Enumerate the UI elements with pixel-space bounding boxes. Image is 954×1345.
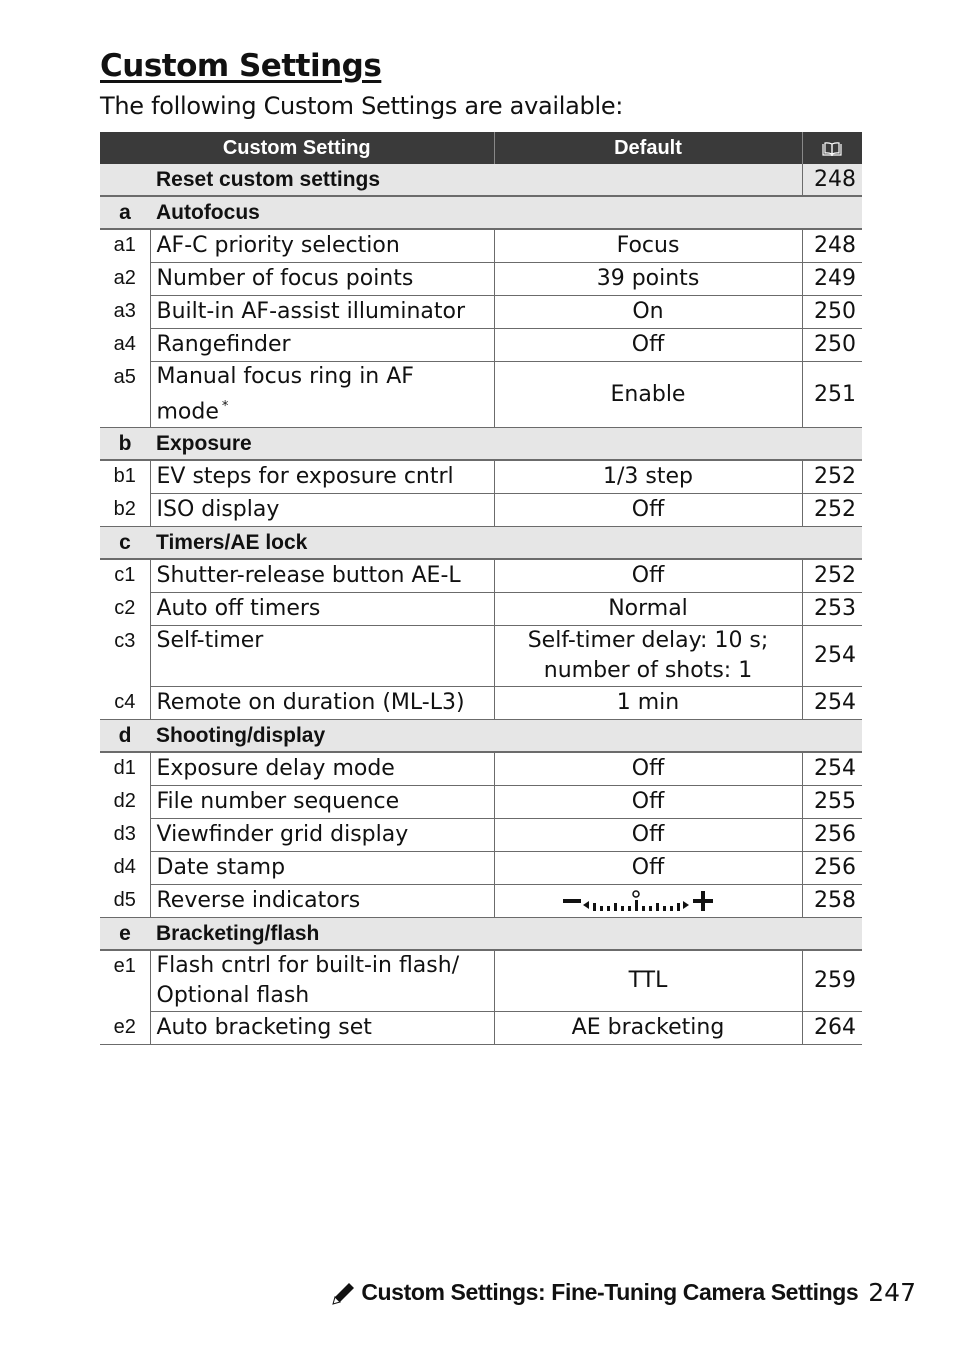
setting-name: Rangefinder (150, 329, 494, 362)
setting-default: Off (494, 819, 802, 852)
header-default: Default (494, 132, 802, 164)
setting-default-cell (494, 885, 802, 918)
table-row (100, 819, 862, 852)
setting-code: a1 (113, 234, 136, 256)
table-row (100, 593, 862, 626)
header-page (802, 132, 862, 164)
section-code: d (100, 720, 150, 753)
section-row-shooting-display (100, 720, 862, 753)
setting-default: Off (494, 559, 802, 593)
setting-default: 1/3 step (494, 460, 802, 494)
setting-default: 1 min (494, 687, 802, 720)
setting-default: Normal (494, 593, 802, 626)
setting-page: 252 (802, 460, 862, 494)
setting-name: File number sequence (150, 786, 494, 819)
setting-default: Off (494, 752, 802, 786)
table-row (100, 460, 862, 494)
setting-code: d5 (100, 885, 150, 918)
setting-name: ISO display (150, 494, 494, 527)
section-code: b (100, 428, 150, 461)
setting-code: e2 (100, 1012, 150, 1045)
setting-page: 264 (802, 1012, 862, 1045)
section-code: e (100, 918, 150, 951)
section-title: Bracketing/flash (150, 918, 862, 951)
setting-code: c2 (114, 596, 136, 619)
setting-default: TTL (494, 950, 802, 1012)
setting-page: 248 (802, 229, 862, 263)
setting-code: c1 (114, 564, 136, 587)
section-title: Autofocus (150, 196, 862, 229)
setting-code: e1 (113, 955, 136, 978)
table-row (100, 626, 862, 687)
setting-page: 252 (802, 494, 862, 527)
setting-code: b2 (100, 494, 150, 527)
setting-default: Enable (494, 362, 802, 428)
table-row (100, 1012, 862, 1045)
setting-page: 254 (802, 687, 862, 720)
setting-name: Reverse indicators (150, 885, 494, 918)
section-code: c (100, 527, 150, 560)
section-row-exposure (100, 428, 862, 461)
table-row (100, 329, 862, 362)
table-row (100, 263, 862, 296)
setting-name-line: Optional flash (156, 983, 310, 1009)
setting-name-cell (150, 950, 494, 1012)
setting-code: c3 (114, 629, 136, 652)
setting-name: EV steps for exposure cntrl (150, 460, 494, 494)
setting-name: Auto off timers (150, 593, 494, 626)
setting-name: Auto bracketing set (150, 1012, 494, 1045)
setting-page: 250 (802, 329, 862, 362)
table-row (100, 885, 862, 918)
setting-code: c4 (100, 687, 150, 720)
setting-page: 255 (802, 786, 862, 819)
section-title: Exposure (150, 428, 862, 461)
intro-text: The following Custom Settings are available: (100, 92, 624, 120)
table-row (100, 494, 862, 527)
table-row (100, 229, 862, 263)
setting-page: 251 (802, 362, 862, 428)
setting-code: b1 (113, 465, 136, 488)
header-custom-setting: Custom Setting (100, 132, 494, 164)
setting-default: Off (494, 852, 802, 885)
reset-page: 248 (802, 164, 862, 196)
setting-name: Remote on duration (ML-L3) (150, 687, 494, 720)
setting-page: 254 (802, 752, 862, 786)
setting-name: Date stamp (150, 852, 494, 885)
setting-default: 39 points (494, 263, 802, 296)
section-row-bracketing-flash (100, 918, 862, 951)
setting-page: 254 (802, 626, 862, 687)
setting-code: a4 (113, 332, 136, 355)
setting-page: 249 (802, 263, 862, 296)
setting-name-cell (150, 362, 494, 428)
setting-name: Built-in AF-assist illuminator (150, 296, 494, 329)
setting-page: 250 (802, 296, 862, 329)
page-number: 247 (868, 1278, 916, 1307)
setting-default: Off (494, 786, 802, 819)
reset-label: Reset custom settings (150, 164, 802, 196)
setting-default-line: Self-timer delay: 10 s; (527, 628, 769, 654)
exposure-indicator-minus-to-plus-icon (563, 889, 733, 913)
setting-name: Shutter-release button AE-L (150, 559, 494, 593)
pencil-icon (329, 1279, 357, 1307)
table-row (100, 950, 862, 1012)
setting-name: Manual focus ring in AF mode (156, 364, 414, 425)
setting-code: d3 (113, 822, 136, 845)
setting-page: 252 (802, 559, 862, 593)
setting-code: d4 (113, 855, 136, 878)
page-title: Custom Settings (100, 48, 382, 84)
setting-default-cell (494, 626, 802, 687)
setting-page: 256 (802, 852, 862, 885)
table-header-row (100, 132, 862, 164)
setting-name-line: Flash cntrl for built-in flash/ (156, 953, 460, 979)
page-footer (329, 1278, 916, 1307)
table-row (100, 296, 862, 329)
setting-default: Off (494, 329, 802, 362)
setting-code: a3 (113, 299, 136, 322)
setting-default: Focus (494, 229, 802, 263)
setting-page: 259 (802, 950, 862, 1012)
section-code: a (100, 196, 150, 229)
custom-settings-table (100, 132, 862, 1045)
setting-default: AE bracketing (494, 1012, 802, 1045)
setting-code: d1 (113, 757, 136, 780)
setting-page: 258 (802, 885, 862, 918)
setting-page: 256 (802, 819, 862, 852)
setting-name: Number of focus points (150, 263, 494, 296)
section-title: Shooting/display (150, 720, 862, 753)
setting-name: AF-C priority selection (150, 229, 494, 263)
section-row-timers (100, 527, 862, 560)
setting-code: a2 (113, 266, 136, 289)
setting-default: Off (494, 494, 802, 527)
footnote-marker: * (221, 399, 229, 414)
table-row (100, 559, 862, 593)
setting-code: d2 (113, 789, 136, 812)
table-row (100, 362, 862, 428)
book-icon (822, 142, 842, 156)
table-row (100, 752, 862, 786)
setting-name: Viewfinder grid display (150, 819, 494, 852)
reset-row (100, 164, 862, 196)
table-row (100, 687, 862, 720)
section-title: Timers/AE lock (150, 527, 862, 560)
setting-code: a5 (100, 362, 150, 428)
setting-name: Self-timer (150, 626, 494, 687)
chapter-title: Custom Settings: Fine-Tuning Camera Settings (361, 1279, 859, 1305)
table-row (100, 852, 862, 885)
setting-default: On (494, 296, 802, 329)
setting-default-line: number of shots: 1 (543, 658, 753, 684)
section-row-autofocus (100, 196, 862, 229)
setting-page: 253 (802, 593, 862, 626)
table-row (100, 786, 862, 819)
setting-name: Exposure delay mode (150, 752, 494, 786)
